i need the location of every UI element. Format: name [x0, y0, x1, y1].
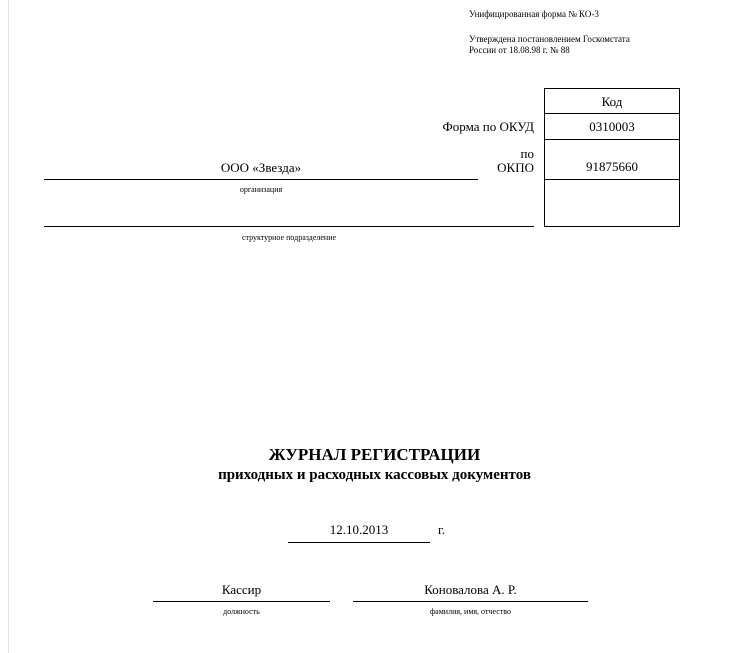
name-caption: фамилия, имя, отчество — [430, 607, 511, 616]
subdivision-underline — [44, 226, 534, 227]
cashier-position: Кассир — [221, 582, 262, 597]
page-edge — [8, 0, 9, 653]
approval-line-2: России от 18.08.98 г. № 88 — [469, 45, 570, 55]
subdivision-code-cell — [545, 180, 679, 226]
okpo-code-cell: 91875660 — [545, 140, 679, 180]
okud-label: Форма по ОКУД — [442, 119, 534, 134]
document-subtitle: приходных и расходных кассовых документов — [218, 467, 531, 483]
cashier-name: Коновалова А. Р. — [424, 582, 517, 597]
okud-code-cell: 0310003 — [545, 114, 679, 140]
position-caption: должность — [223, 607, 260, 616]
organization-underline — [44, 179, 478, 180]
journal-date: 12.10.2013 — [329, 522, 389, 537]
organization-name: ООО «Звезда» — [220, 160, 302, 175]
codes-table — [544, 88, 680, 227]
date-year-suffix: г. — [438, 522, 446, 537]
date-underline — [288, 542, 430, 543]
document-title: ЖУРНАЛ РЕГИСТРАЦИИ — [268, 445, 481, 464]
form-number-line: Унифицированная форма № КО-3 — [469, 9, 599, 19]
okpo-label-top: по — [520, 146, 534, 161]
codes-header: Код — [545, 89, 679, 114]
name-underline — [353, 601, 588, 602]
approval-line-1: Утверждена постановлением Госкомстата — [469, 34, 630, 44]
okpo-label-bottom: ОКПО — [497, 160, 534, 175]
subdivision-caption: структурное подразделение — [241, 233, 337, 242]
organization-caption: организация — [239, 185, 283, 194]
position-underline — [153, 601, 330, 602]
